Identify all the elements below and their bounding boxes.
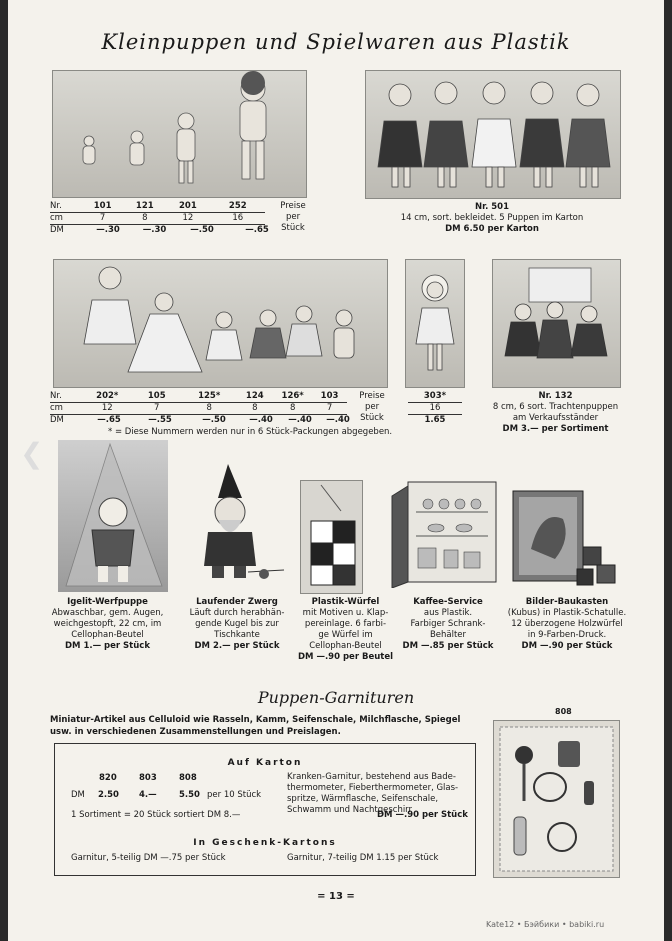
price-note-1: Preise per Stück <box>280 201 306 233</box>
intro-text: Miniatur-Artikel aus Celluloid wie Rasseln, Kamm, Seifenschale, Milchflasche, Spiegel usw. in verschiedenen Zusammenstellungen und Preislagen. <box>50 715 461 737</box>
page-title: Kleinpuppen und Spielwaren aus Plastik <box>101 30 571 54</box>
caption-wuerfel: Plastik-Würfel mit Motiven u. Klap- pereinlage. 6 farbi- ge Würfel im Cellophan-Beutel DM —.90 per Beutel <box>297 597 394 662</box>
photo-dressed-dolls <box>365 70 621 199</box>
photo-label: 808 <box>555 707 572 716</box>
section-title: Puppen-Garnituren <box>257 688 415 707</box>
photo-zwerg <box>178 458 290 588</box>
photo-doll-303 <box>405 259 465 388</box>
t1-nr: 121 <box>135 201 154 211</box>
chevron-left-icon[interactable]: ❮ <box>20 437 44 470</box>
price-table-2: Nr. 202* 105 125* 124 126* 103 cm 12 7 8 8 8 7 DM —.65 —.55 —.50 —.40 —.40 —.40 <box>50 391 350 425</box>
kranken-garnitur: Kranken-Garnitur, bestehend aus Bade- thermometer, Fieberthermometer, Glas- spritze, Wärmflasche, Seifenschale, Schwamm und Nachtgeschirr <box>287 772 459 815</box>
garnituren-box: Auf Karton 820 803 808 DM 2.50 4.— 5.50 per 10 Stück 1 Sortiment = 20 Stück sortiert DM 8.— Kranken-Garnitur, bestehend aus Bade- thermometer, Fieberthermometer, Glas- spritze, Wärmflasche, Seifenschale, Schwamm und Nachtgeschirr DM —.90 per Stück In Geschenk-Kartons Garnitur, 5-teilig DM —.75 per Stück Garnitur, 7-teilig DM 1.15 per Stück <box>54 743 476 876</box>
box-header-geschenk: In Geschenk-Kartons <box>193 838 337 848</box>
box-header-karton: Auf Karton <box>227 758 303 768</box>
photo-wuerfel <box>300 480 363 594</box>
price-table-1: Nr. 101 121 201 252 cm 7 8 12 16 DM —.30 —.30 —.50 —.65 <box>50 201 269 235</box>
footnote-asterisk: * = Diese Nummern werden nur in 6 Stück-Packungen abgegeben. <box>108 427 393 437</box>
caption-werfpuppe: Igelit-Werfpuppe Abwaschbar, gem. Augen, weichgestopft, 22 cm, im Cellophan-Beutel DM 1.— per Stück <box>51 597 164 651</box>
t1-nr: 101 <box>93 201 112 211</box>
photo-garnitur-808 <box>493 720 620 878</box>
photo-six-dolls <box>53 259 388 388</box>
photo-baukasten <box>511 489 619 592</box>
catalog-page <box>8 0 664 941</box>
caption-baukasten: Bilder-Baukasten (Kubus) in Plastik-Schatulle. 12 überzogene Holzwürfel in 9-Farben-Druck. DM —.90 per Stück <box>507 597 627 651</box>
page-number: = 13 = <box>317 891 355 902</box>
photo-trachtenpuppen <box>492 259 621 388</box>
watermark-credit: Kate12 • Бэйбики • babiki.ru <box>486 920 605 929</box>
photo-nude-dolls <box>52 70 307 198</box>
caption-501: Nr. 501 14 cm, sort. bekleidet. 5 Puppen im Karton DM 6.50 per Karton <box>400 202 584 234</box>
caption-132: Nr. 132 8 cm, 6 sort. Trachtenpuppen am Verkaufsständer DM 3.— per Sortiment <box>492 391 619 434</box>
photo-kaffee-service <box>388 478 498 588</box>
price-note-2: Preise per Stück <box>359 391 385 423</box>
t1-nr: 201 <box>179 201 197 211</box>
price-table-303: 303* 16 1.65 <box>408 391 462 426</box>
photo-werfpuppe <box>58 440 168 592</box>
t1-nr: 252 <box>228 201 247 211</box>
caption-kaffee: Kaffee-Service aus Plastik. Farbiger Schrank- Behälter DM —.85 per Stück <box>402 597 494 651</box>
caption-zwerg: Laufender Zwerg Läuft durch herabhän- gende Kugel bis zur Tischkante DM 2.— per Stück <box>189 597 285 651</box>
